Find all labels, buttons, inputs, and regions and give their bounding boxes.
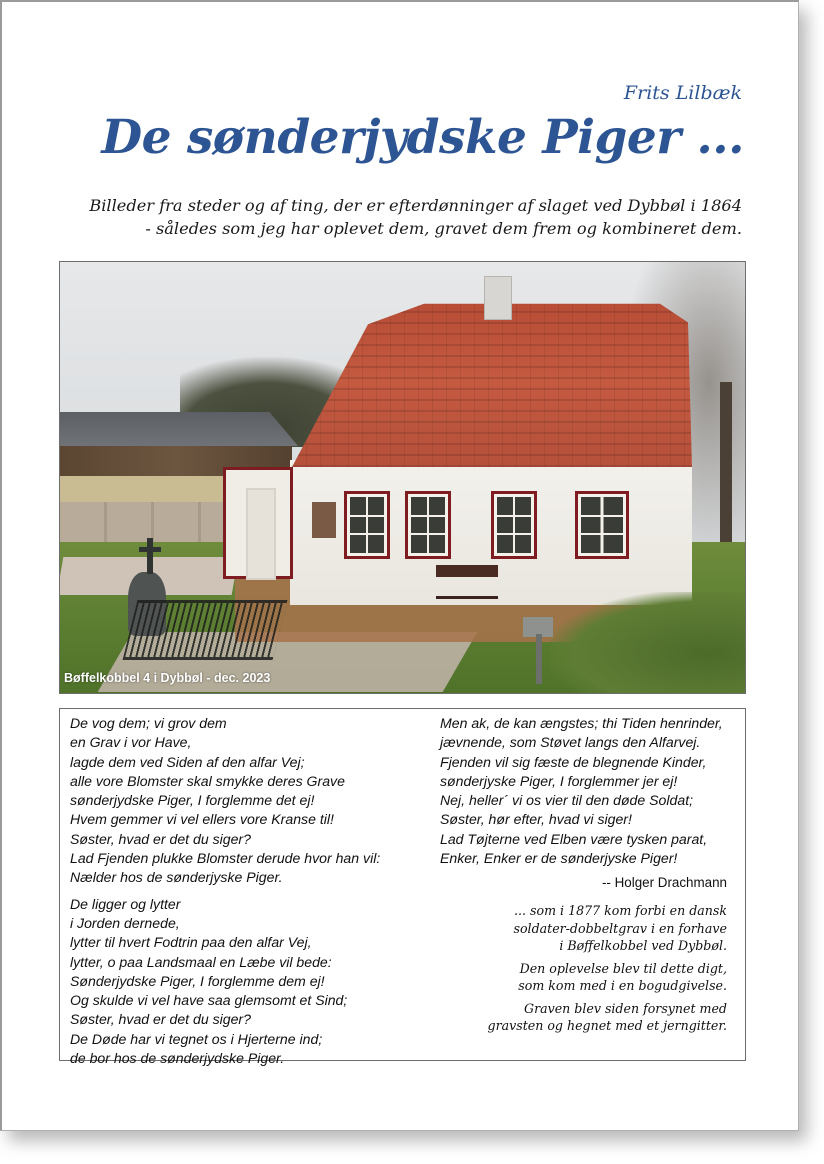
poem-line: i Jorden dernede, bbox=[70, 914, 180, 931]
poem-line: Søster, hør efter, hvad vi siger! bbox=[440, 811, 632, 828]
window bbox=[494, 494, 534, 556]
poem-line: Nælder hos de sønderjyske Piger. bbox=[70, 869, 283, 886]
sign-post bbox=[536, 634, 542, 684]
poem-line: Lad Tøjterne ved Elben være tysken parat, bbox=[440, 830, 708, 847]
subtitle bbox=[42, 194, 742, 240]
poem-line: Fjenden vil sig fæste de blegnende Kinder, bbox=[440, 753, 707, 770]
poem-line: de bor hos de sønderjydske Piger. bbox=[70, 1050, 285, 1067]
poem-line: Søster, hvad er det du siger? bbox=[70, 1011, 251, 1028]
note-line: Graven blev siden forsynet med bbox=[524, 1000, 727, 1016]
tree-trunk bbox=[720, 382, 732, 552]
memorial-plaque bbox=[312, 502, 336, 538]
page-title: De sønderjydske Piger ... bbox=[101, 110, 744, 165]
note-line: Den oplevelse blev til dette digt, bbox=[519, 960, 727, 976]
stanza bbox=[70, 714, 380, 888]
garden-bench bbox=[436, 565, 498, 599]
stanza bbox=[70, 895, 380, 1069]
note-line: gravsten og hegnet med et jerngitter. bbox=[487, 1018, 727, 1033]
poem-line: Og skulde vi vel have saa glemsomt et Sind; bbox=[70, 992, 348, 1009]
poem-line: lytter til hvert Fodtrin paa den alfar Vej, bbox=[70, 934, 312, 951]
poem-line: Enker, Enker er de sønderjyske Piger! bbox=[440, 850, 678, 867]
poem-line: Søster, hvad er det du siger? bbox=[70, 830, 251, 847]
poem-box bbox=[59, 708, 746, 1067]
wooden-fence bbox=[60, 502, 228, 544]
poem-line: sønderjydske Piger, I forglemme det ej! bbox=[70, 792, 315, 809]
poem-line: Hvem gemmer vi vel ellers vore Kranse til! bbox=[70, 811, 334, 828]
poem-line: lagde dem ved Siden af den alfar Vej; bbox=[70, 753, 305, 770]
chimney bbox=[484, 276, 512, 320]
poem-line: alle vore Blomster skal smykke deres Grave bbox=[70, 772, 345, 789]
window bbox=[347, 494, 387, 556]
poem-left-column bbox=[70, 714, 380, 1075]
poem-line: jævnende, som Støvet langs den Alfarvej. bbox=[440, 734, 701, 751]
note-line: som kom med i en bogudgivelse. bbox=[518, 978, 727, 993]
poem-line: Nej, heller´ vi os vier til den døde Soldat; bbox=[440, 792, 694, 809]
house-photo bbox=[59, 261, 746, 694]
barn-roof bbox=[60, 412, 298, 446]
commentary-note bbox=[427, 902, 727, 1040]
cross-icon bbox=[139, 547, 161, 552]
poem-line: lytter, o paa Landsmaal en Læbe vil bede: bbox=[70, 953, 332, 970]
note-line: soldater-dobbeltgrav i en forhave bbox=[513, 920, 727, 936]
poem-line: De ligger og lytter bbox=[70, 895, 181, 912]
subtitle-line: - således som jeg har oplevet dem, gravet dem frem og kombineret dem. bbox=[145, 219, 742, 238]
stanza bbox=[440, 714, 723, 868]
note-paragraph bbox=[427, 1000, 727, 1035]
window bbox=[578, 494, 626, 556]
cross-icon bbox=[147, 538, 153, 574]
poem-line: Lad Fjenden plukke Blomster derude hvor han vil: bbox=[70, 850, 381, 867]
poem-line: sønderjyske Piger, I forglemmer jer ej! bbox=[440, 772, 678, 789]
photo-caption: Bøffelkobbel 4 i Dybbøl - dec. 2023 bbox=[64, 671, 271, 685]
note-line: i Bøffelkobbel ved Dybbøl. bbox=[559, 938, 727, 953]
poem-line: De Døde har vi tegnet os i Hjerterne ind; bbox=[70, 1030, 323, 1047]
note-paragraph bbox=[427, 960, 727, 995]
hedge bbox=[550, 592, 746, 694]
iron-railing bbox=[123, 600, 288, 660]
poem-line: en Grav i vor Have, bbox=[70, 734, 192, 751]
window bbox=[408, 494, 448, 556]
tiled-roof bbox=[292, 297, 692, 467]
author-name: Frits Lilbæk bbox=[623, 82, 742, 104]
poem-signature: -- Holger Drachmann bbox=[601, 875, 727, 890]
poem-line: Sønderjydske Piger, I forglemme dem ej! bbox=[70, 972, 325, 989]
front-door bbox=[246, 488, 276, 580]
subtitle-line: Billeder fra steder og af ting, der er efterdønninger af slaget ved Dybbøl i 1864 bbox=[89, 196, 742, 215]
note-line: ... som i 1877 kom forbi en dansk bbox=[514, 903, 727, 918]
poem-right-column bbox=[440, 714, 723, 875]
poem-line: Men ak, de kan ængstes; thi Tiden henrinder, bbox=[440, 715, 723, 731]
poem-line: De vog dem; vi grov dem bbox=[70, 715, 227, 731]
note-paragraph bbox=[427, 902, 727, 955]
